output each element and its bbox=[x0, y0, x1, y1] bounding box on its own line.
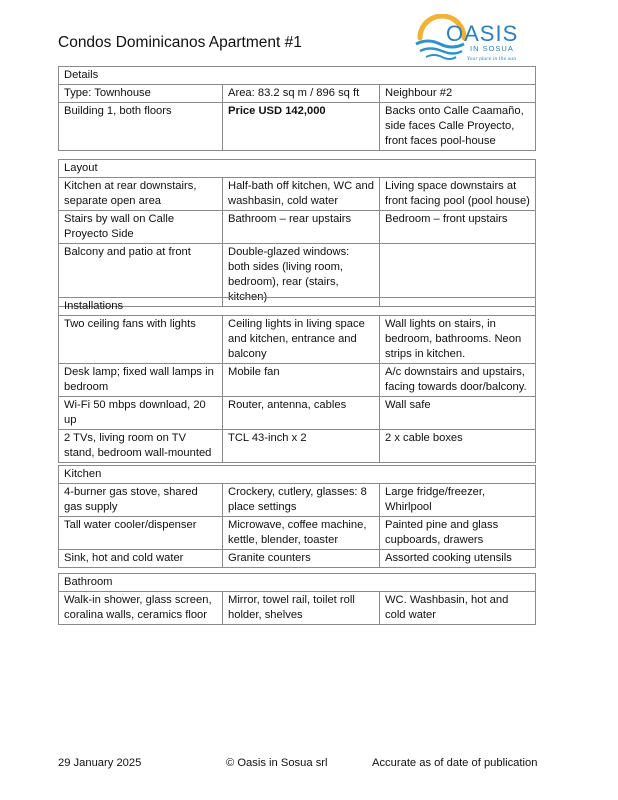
table-row bbox=[59, 211, 536, 244]
table-cell: Bedroom – front upstairs bbox=[380, 211, 536, 244]
table-cell: Microwave, coffee machine, kettle, blender, toaster bbox=[223, 517, 380, 550]
table-cell: Mirror, towel rail, toilet roll holder, shelves bbox=[223, 592, 380, 625]
table-cell: Desk lamp; fixed wall lamps in bedroom bbox=[59, 364, 223, 397]
table-cell: 2 x cable boxes bbox=[380, 430, 536, 463]
installations-table bbox=[58, 297, 536, 463]
table-cell: Mobile fan bbox=[223, 364, 380, 397]
table-cell: Walk-in shower, glass screen, coralina walls, ceramics floor bbox=[59, 592, 223, 625]
table-cell: Router, antenna, cables bbox=[223, 397, 380, 430]
table-cell: Backs onto Calle Caamaño, side faces Calle Proyecto, front faces pool-house bbox=[380, 103, 536, 151]
kitchen-table bbox=[58, 465, 536, 568]
table-cell: Tall water cooler/dispenser bbox=[59, 517, 223, 550]
table-cell: Large fridge/freezer, Whirlpool bbox=[380, 484, 536, 517]
table-row bbox=[59, 364, 536, 397]
page-title: Condos Dominicanos Apartment #1 bbox=[58, 34, 302, 51]
table-row bbox=[59, 397, 536, 430]
table-cell: Granite counters bbox=[223, 550, 380, 568]
logo-sub: IN SOSUA bbox=[470, 44, 514, 53]
section-heading: Bathroom bbox=[59, 574, 536, 592]
table-cell: Sink, hot and cold water bbox=[59, 550, 223, 568]
table-cell: Neighbour #2 bbox=[380, 85, 536, 103]
table-cell: Stairs by wall on Calle Proyecto Side bbox=[59, 211, 223, 244]
table-cell: Type: Townhouse bbox=[59, 85, 223, 103]
section-heading: Kitchen bbox=[59, 466, 536, 484]
bathroom-table bbox=[58, 573, 536, 625]
table-cell: Two ceiling fans with lights bbox=[59, 316, 223, 364]
table-row bbox=[59, 550, 536, 568]
table-cell: Wi-Fi 50 mbps download, 20 up bbox=[59, 397, 223, 430]
table-cell: Half-bath off kitchen, WC and washbasin, cold water bbox=[223, 178, 380, 211]
table-cell: Bathroom – rear upstairs bbox=[223, 211, 380, 244]
table-cell: Assorted cooking utensils bbox=[380, 550, 536, 568]
price-cell: Price USD 142,000 bbox=[223, 103, 380, 151]
table-cell: Wall safe bbox=[380, 397, 536, 430]
table-cell: Building 1, both floors bbox=[59, 103, 223, 151]
section-heading: Layout bbox=[59, 160, 536, 178]
table-row bbox=[59, 517, 536, 550]
table-cell: Double-glazed windows: both sides (living room, bedroom), rear (stairs, kitchen) bbox=[223, 244, 380, 307]
table-row bbox=[59, 430, 536, 463]
table-cell: Painted pine and glass cupboards, drawers bbox=[380, 517, 536, 550]
oasis-logo bbox=[412, 14, 542, 66]
logo-name: OASIS bbox=[446, 21, 519, 46]
table-cell: TCL 43-inch x 2 bbox=[223, 430, 380, 463]
layout-table bbox=[58, 159, 536, 307]
footer-date: 29 January 2025 bbox=[58, 757, 142, 769]
table-cell: 2 TVs, living room on TV stand, bedroom wall-mounted bbox=[59, 430, 223, 463]
table-cell: Wall lights on stairs, in bedroom, bathrooms. Neon strips in kitchen. bbox=[380, 316, 536, 364]
table-cell: Crockery, cutlery, glasses: 8 place settings bbox=[223, 484, 380, 517]
table-cell: Kitchen at rear downstairs, separate open area bbox=[59, 178, 223, 211]
footer-copyright: © Oasis in Sosua srl bbox=[226, 757, 328, 769]
table-cell: Living space downstairs at front facing pool (pool house) bbox=[380, 178, 536, 211]
footer-note: Accurate as of date of publication bbox=[372, 757, 538, 769]
logo-tagline: Your place in the sun bbox=[467, 57, 517, 62]
table-cell: Area: 83.2 sq m / 896 sq ft bbox=[223, 85, 380, 103]
section-heading: Details bbox=[59, 67, 536, 85]
table-row bbox=[59, 484, 536, 517]
table-row bbox=[59, 592, 536, 625]
table-cell: Balcony and patio at front bbox=[59, 244, 223, 307]
table-row bbox=[59, 103, 536, 151]
table-row bbox=[59, 178, 536, 211]
table-cell: A/c downstairs and upstairs, facing towards door/balcony. bbox=[380, 364, 536, 397]
table-cell: Ceiling lights in living space and kitchen, entrance and balcony bbox=[223, 316, 380, 364]
table-row bbox=[59, 85, 536, 103]
table-cell: WC. Washbasin, hot and cold water bbox=[380, 592, 536, 625]
details-table bbox=[58, 66, 536, 151]
table-row bbox=[59, 316, 536, 364]
table-cell: 4-burner gas stove, shared gas supply bbox=[59, 484, 223, 517]
section-heading: Installations bbox=[59, 298, 536, 316]
